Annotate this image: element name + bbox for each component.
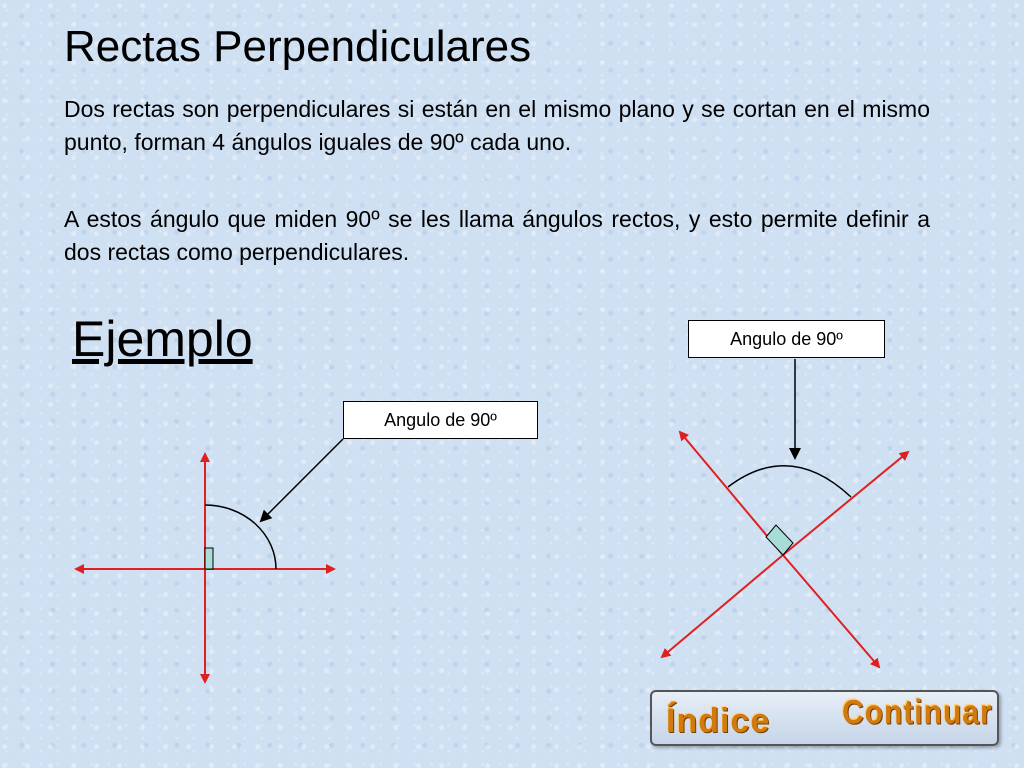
left-angle-arc (205, 505, 276, 569)
right-diagonal-1b (783, 555, 879, 667)
left-angle-callout: Angulo de 90º (343, 401, 538, 439)
right-angle-arc (728, 466, 851, 497)
right-diagonal-2b (662, 555, 783, 657)
page-title: Rectas Perpendiculares (64, 22, 532, 71)
left-callout-arrow (261, 439, 343, 521)
example-heading: Ejemplo (72, 311, 253, 367)
continuar-button[interactable]: Continuar (842, 693, 993, 732)
left-right-angle-marker (205, 548, 213, 569)
right-angle-callout: Angulo de 90º (688, 320, 885, 358)
definition-paragraph: Dos rectas son perpendiculares si están en el mismo plano y se cortan en el mismo punto, forman 4 ángulos iguales de 90º cada uno. (64, 96, 930, 155)
right-example (662, 359, 908, 667)
indice-button[interactable]: Índice (666, 702, 771, 740)
right-angle-paragraph: A estos ángulo que miden 90º se les llama ángulos rectos, y esto permite definir a dos rectas como perpendiculares. (64, 206, 930, 265)
left-example (76, 439, 343, 682)
navigation-bar (650, 690, 999, 746)
